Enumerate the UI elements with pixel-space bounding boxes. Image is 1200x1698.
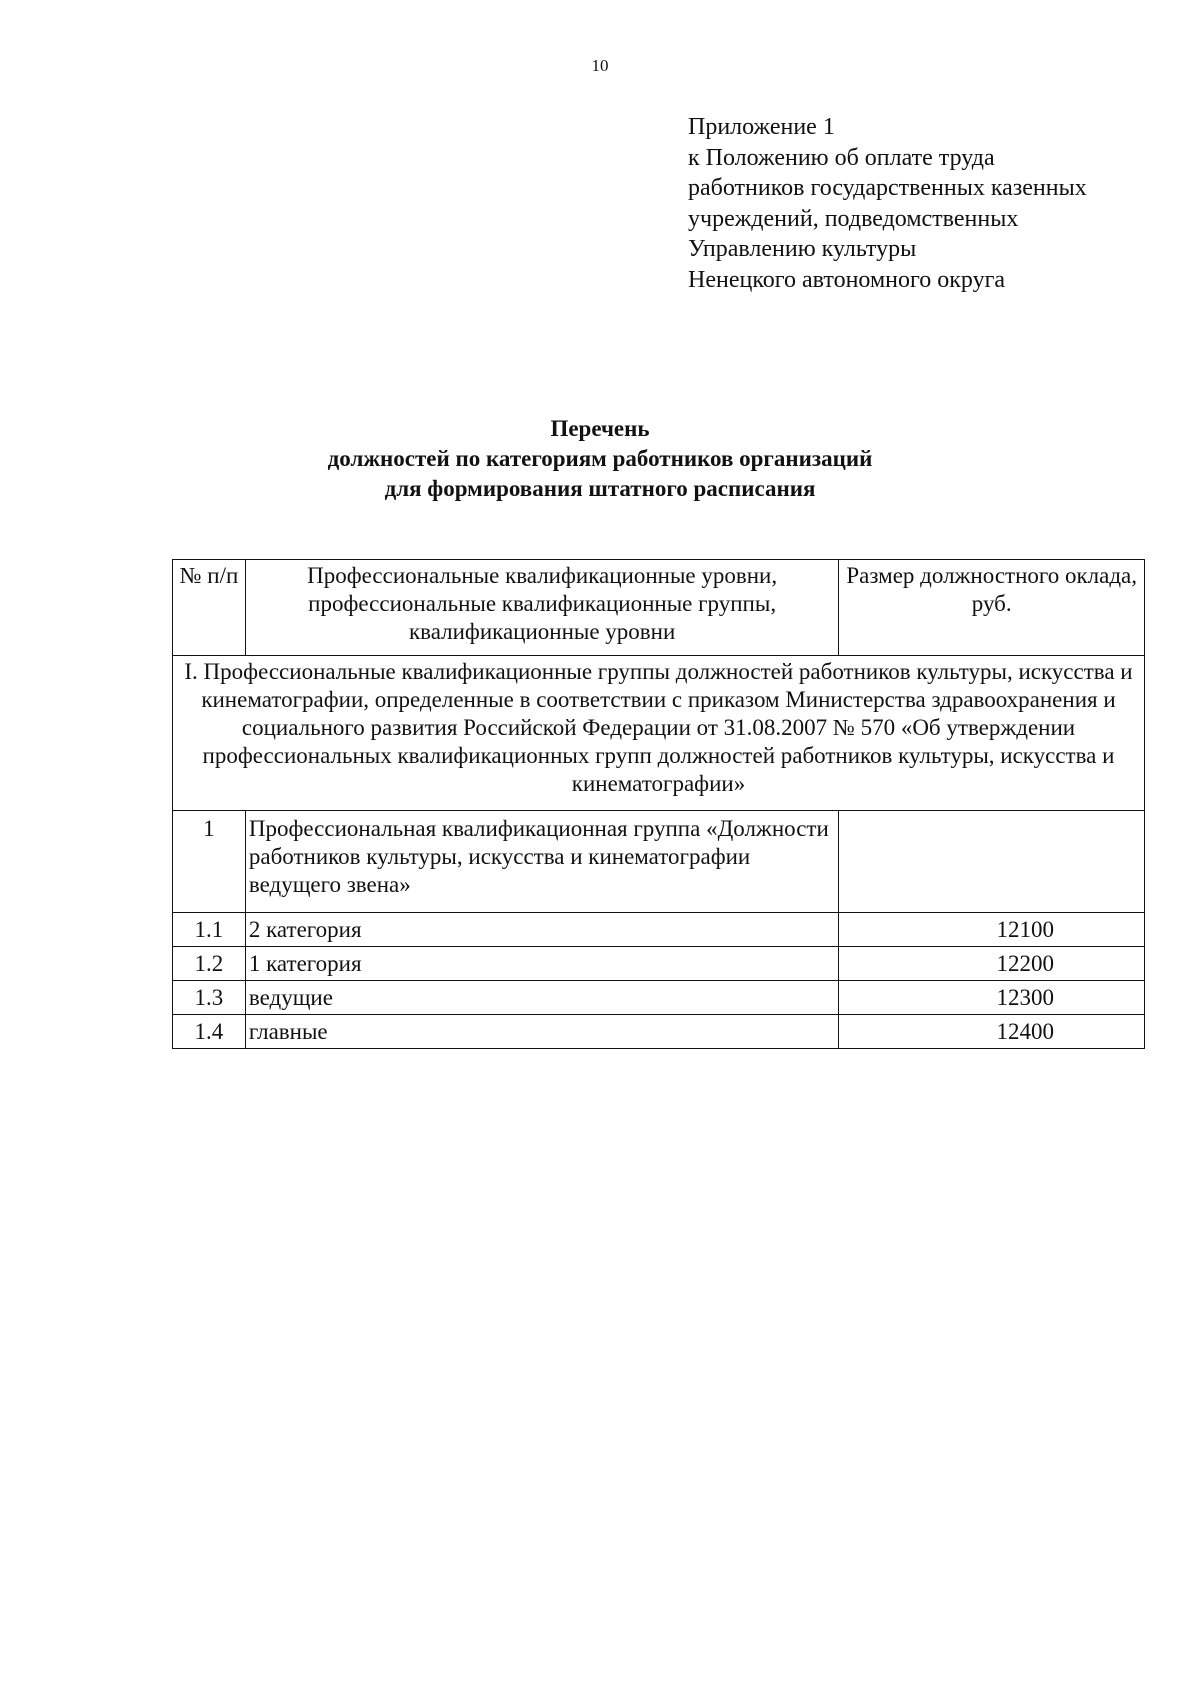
row-name: 1 категория bbox=[245, 947, 839, 981]
group-salary bbox=[839, 811, 1145, 913]
header-num: № п/п bbox=[173, 560, 246, 656]
section-row bbox=[173, 656, 1145, 811]
row-name: ведущие bbox=[245, 981, 839, 1015]
group-row bbox=[173, 811, 1145, 913]
table-row bbox=[173, 1015, 1145, 1049]
header-name: Профессиональные квалификационные уровни, профессиональные квалификационные группы, квалификационные уровни bbox=[245, 560, 839, 656]
title-line-3: для формирования штатного расписания bbox=[384, 476, 816, 501]
appendix-line: Управлению культуры bbox=[688, 236, 917, 262]
page-number: 10 bbox=[591, 56, 609, 75]
row-salary: 12300 bbox=[839, 981, 1145, 1015]
appendix-line: учреждений, подведомственных bbox=[688, 205, 1019, 232]
row-salary: 12100 bbox=[839, 913, 1145, 947]
row-salary: 12200 bbox=[839, 947, 1145, 981]
table-row bbox=[173, 913, 1145, 947]
document-title bbox=[0, 414, 1200, 504]
header-salary: Размер должностного оклада, руб. bbox=[839, 560, 1145, 656]
row-salary: 12400 bbox=[839, 1015, 1145, 1049]
appendix-header bbox=[688, 112, 1168, 295]
title-line-1: Перечень bbox=[550, 416, 650, 441]
row-num: 1.3 bbox=[173, 981, 246, 1015]
group-name: Профессиональная квалификационная группа «Должности работников культуры, искусства и кинематографии ведущего звена» bbox=[245, 811, 839, 913]
group-num: 1 bbox=[173, 811, 246, 913]
table-row bbox=[173, 947, 1145, 981]
positions-table bbox=[172, 559, 1145, 1049]
row-num: 1.2 bbox=[173, 947, 246, 981]
appendix-line: работников государственных казенных bbox=[688, 175, 1087, 201]
row-num: 1.1 bbox=[173, 913, 246, 947]
title-line-2: должностей по категориям работников организаций bbox=[327, 446, 873, 471]
appendix-line: к Положению об оплате труда bbox=[688, 144, 995, 171]
appendix-line: Ненецкого автономного округа bbox=[688, 266, 1006, 293]
row-name: 2 категория bbox=[245, 913, 839, 947]
row-name: главные bbox=[245, 1015, 839, 1049]
row-num: 1.4 bbox=[173, 1015, 246, 1049]
table-row bbox=[173, 981, 1145, 1015]
appendix-line: Приложение 1 bbox=[688, 114, 835, 140]
section-title: I. Профессиональные квалификационные группы должностей работников культуры, искусства и кинематографии, определенные в соответствии с приказом Министерства здравоохранения и социального развития Российской Федерации от 31.08.2007 № 570 «Об утверждении профессиональных квалификационных групп должностей работников культуры, искусства и кинематографии» bbox=[173, 656, 1145, 811]
table-header-row bbox=[173, 560, 1145, 656]
